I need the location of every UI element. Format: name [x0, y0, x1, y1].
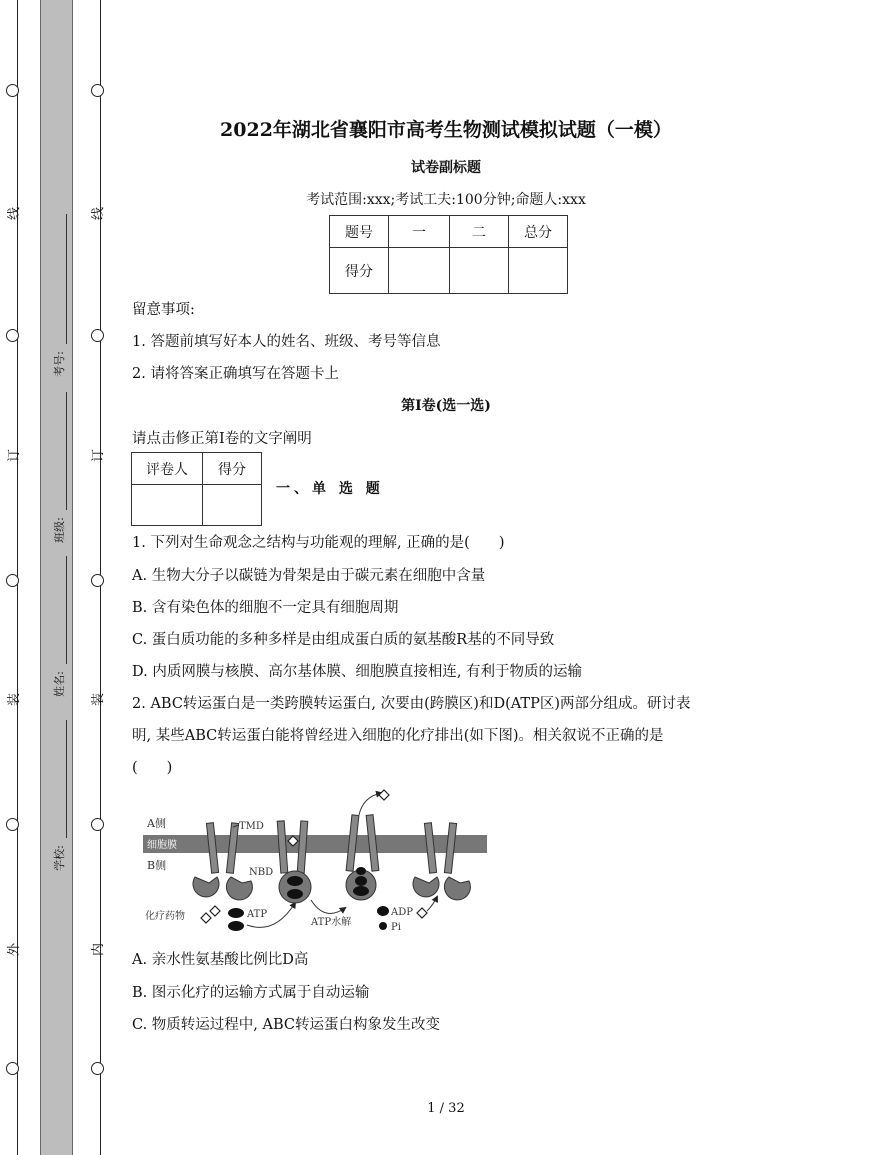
binding-hole-icon [91, 1062, 104, 1075]
grader-cell[interactable] [203, 485, 262, 526]
binding-hole-icon [6, 84, 19, 97]
membrane-band [143, 835, 487, 853]
tmd-label: TMD [239, 821, 264, 832]
class-label: 班级: [52, 517, 66, 543]
binding-hole-icon [91, 84, 104, 97]
margin-mark-xian: 线 [7, 206, 23, 221]
section-title: 一、单 选 题 [276, 481, 384, 497]
margin-mark-ding: 订 [7, 448, 23, 463]
school-label: 学校: [52, 845, 66, 871]
exam-subtitle: 试卷副标题 [411, 160, 481, 176]
margin-mark-nei: 内 [91, 942, 107, 957]
pi-icon [379, 922, 387, 930]
question-2-stem-line: ( ) [132, 760, 173, 776]
margin-mark-zhuang: 装 [7, 692, 23, 707]
binding-hole-icon [91, 329, 104, 342]
drug-icon [201, 913, 211, 923]
transporter-state-4 [413, 823, 470, 900]
question-2-option-a: A. 亲水性氨基酸比例比D高 [132, 952, 309, 968]
score-row-label: 得分 [330, 248, 389, 294]
score-header-cell: 二 [450, 216, 509, 248]
name-label: 姓名: [52, 671, 66, 697]
score-header-cell: 题号 [330, 216, 389, 248]
exam-number-field[interactable] [66, 214, 67, 344]
binding-hole-icon [6, 1062, 19, 1075]
adp-label: ADP [391, 907, 413, 918]
question-1-stem: 1. 下列对生命观念之结构与功能观的理解, 正确的是( ) [132, 535, 505, 551]
score-header-cell: 一 [389, 216, 450, 248]
score-cell[interactable] [389, 248, 450, 294]
score-cell[interactable] [509, 248, 568, 294]
question-2-option-b: B. 图示化疗的运输方式属于自动运输 [132, 985, 370, 1001]
drug-icon [379, 790, 389, 800]
margin-mark-wai: 外 [7, 942, 23, 957]
efflux-arrow [359, 793, 381, 815]
notice-item: 2. 请将答案正确填写在答题卡上 [132, 366, 339, 382]
score-header-cell: 总分 [509, 216, 568, 248]
question-1-option-b: B. 含有染色体的细胞不一定具有细胞周期 [132, 600, 399, 616]
question-2-stem-line: 明, 某些ABC转运蛋白能将曾经进入细胞的化疗排出(如下图)。相关叙说不正确的是 [132, 728, 664, 744]
volume-note: 请点击修正第I卷的文字阐明 [132, 431, 312, 447]
exam-info: 考试范围:xxx;考试工夫:100分钟;命题人:xxx [306, 192, 586, 208]
binding-hole-icon [6, 818, 19, 831]
question-1-option-a: A. 生物大分子以碳链为骨架是由于碳元素在细胞中含量 [132, 568, 486, 584]
side-b-label: B侧 [147, 859, 167, 872]
exam-title: 2022年湖北省襄阳市高考生物测试模拟试题（一模） [220, 119, 672, 141]
flow-arrow [311, 900, 345, 913]
abc-transporter-figure [135, 785, 495, 935]
volume-title: 第I卷(选一选) [401, 398, 491, 414]
drug-icon [210, 906, 220, 916]
grader-header-cell: 评卷人 [132, 453, 203, 485]
hydrolysis-label: ATP水解 [311, 917, 352, 928]
transporter-state-1 [193, 823, 252, 900]
binding-hole-icon [6, 329, 19, 342]
page-number: 1 / 32 [427, 1101, 465, 1116]
notice-heading: 留意事项: [132, 302, 195, 318]
pi-label: Pi [391, 922, 401, 933]
side-a-label: A侧 [147, 817, 166, 830]
exam-number-label: 考号: [52, 351, 66, 377]
grader-table [131, 452, 262, 526]
binding-hole-icon [91, 818, 104, 831]
atp-label: ATP [247, 909, 268, 920]
margin-mark-ding: 订 [91, 448, 107, 463]
question-2-option-c: C. 物质转运过程中, ABC转运蛋白构象发生改变 [132, 1017, 441, 1033]
drug-icon [417, 908, 427, 918]
margin-mark-zhuang: 装 [91, 692, 107, 707]
score-table [329, 215, 568, 294]
drug-label: 化疗药物 [145, 911, 185, 922]
grader-cell[interactable] [132, 485, 203, 526]
binding-hole-icon [6, 574, 19, 587]
binding-hole-icon [91, 574, 104, 587]
membrane-label: 细胞膜 [147, 840, 177, 851]
transporter-state-3 [346, 815, 379, 900]
notice-item: 1. 答题前填写好本人的姓名、班级、考号等信息 [132, 334, 441, 350]
question-1-option-d: D. 内质网膜与核膜、高尔基体膜、细胞膜直接相连, 有利于物质的运输 [132, 664, 583, 680]
name-field[interactable] [66, 556, 67, 664]
nbd-label: NBD [249, 867, 274, 878]
atp-icon [228, 921, 244, 931]
question-1-option-c: C. 蛋白质功能的多种多样是由组成蛋白质的氨基酸R基的不同导致 [132, 632, 555, 648]
grader-header-cell: 得分 [203, 453, 262, 485]
flow-arrow [427, 897, 437, 911]
margin-mark-xian: 线 [91, 206, 107, 221]
atp-icon [228, 908, 244, 918]
transporter-state-2 [277, 821, 311, 903]
adp-icon [377, 906, 389, 916]
question-2-stem-line: 2. ABC转运蛋白是一类跨膜转运蛋白, 次要由(跨膜区)和D(ATP区)两部分组成。研讨表 [132, 696, 691, 712]
score-cell[interactable] [450, 248, 509, 294]
school-field[interactable] [66, 720, 67, 838]
